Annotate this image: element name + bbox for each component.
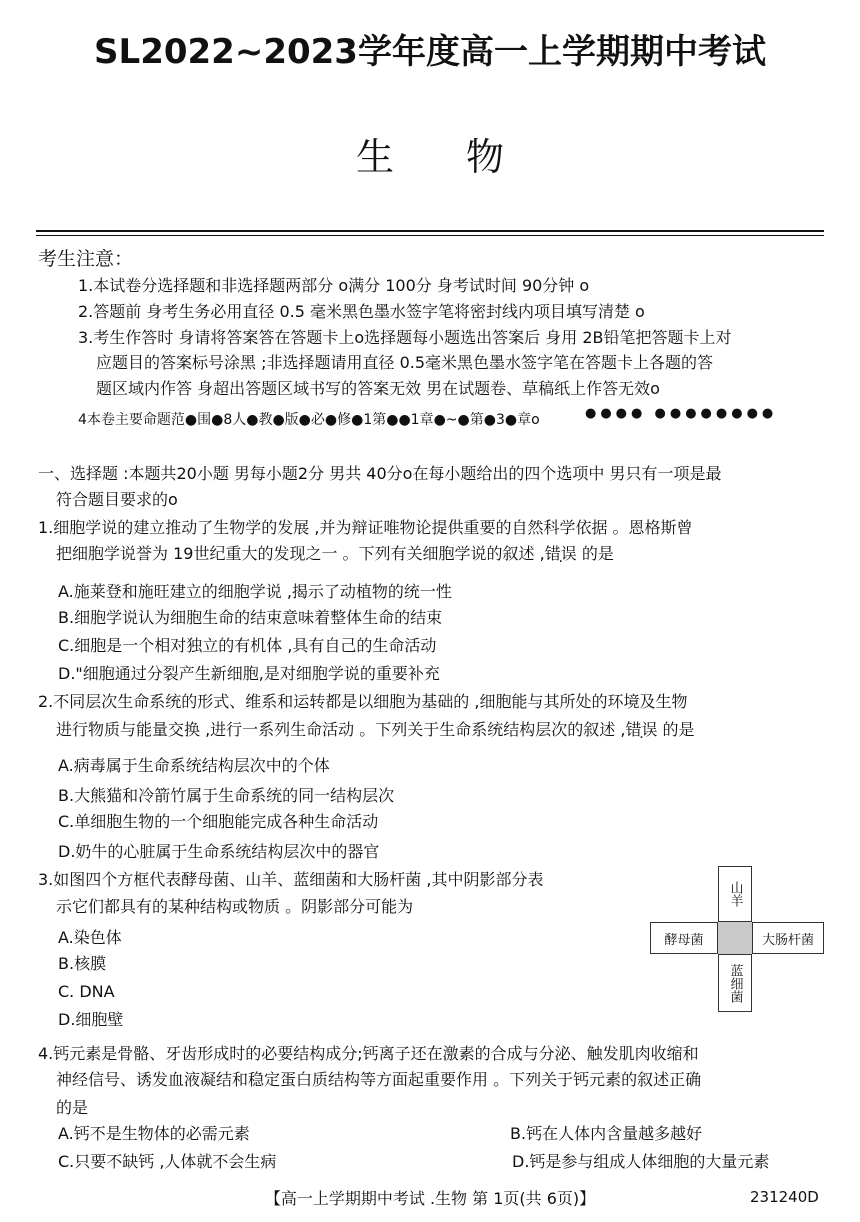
q4-stem-line1: 4.钙元素是骨骼、牙齿形成时的必要结构成分;钙离子还在激素的合成与分泌、触发肌肉收缩和 xyxy=(38,1044,699,1063)
divider-thick xyxy=(36,230,824,232)
divider-thin xyxy=(36,235,824,236)
q3-option-d: D.细胞壁 xyxy=(58,1010,124,1029)
q4-option-b: B.钙在人体内含量越多越好 xyxy=(510,1124,703,1143)
notice-item-4: 4本卷主要命题范●围●8人●教●版●必●修●1第●●1章●~●第●3●章o xyxy=(78,412,540,428)
q4-stem-line2: 神经信号、诱发血液凝结和稳定蛋白质结构等方面起重要作用 。下列关于钙元素的叙述正确 xyxy=(56,1070,702,1089)
notice-item-2: 2.答题前 身考生务必用直径 0.5 毫米黑色墨水签字笔将密封线内项目填写清楚 o xyxy=(78,302,645,321)
q3-option-b: B.核膜 xyxy=(58,954,107,973)
figure-box-bottom xyxy=(718,954,752,1012)
q2-stem-line2 xyxy=(56,720,695,740)
q1-stem-line2 xyxy=(56,544,614,564)
q2-option-b: B.大熊猫和冷箭竹属于生命系统的同一结构层次 xyxy=(58,786,395,805)
q1-stem-text: 把细胞学说誉为 19世纪重大的发现之一 。下列有关细胞学说的叙述 , xyxy=(56,544,545,563)
q4-stem-line3: 的是 xyxy=(56,1098,89,1117)
q1-emphasis: 错误 xyxy=(544,544,577,563)
q2-emphasis: 错误 xyxy=(625,720,658,739)
exam-title: SL2022~2023学年度高一上学期期中考试 xyxy=(94,32,766,72)
page-footer: 【高一上学期期中考试 .生物 第 1页(共 6页)】 xyxy=(264,1189,596,1208)
notice-dots: ●●●● ●●●●●●●● xyxy=(585,406,778,421)
q2-option-c: C.单细胞生物的一个细胞能完成各种生命活动 xyxy=(58,812,379,831)
q2-option-d: D.奶牛的心脏属于生命系统结构层次中的器官 xyxy=(58,842,380,861)
q3-stem-line2: 示它们都具有的某种结构或物质 。阴影部分可能为 xyxy=(56,897,414,916)
q3-option-c: C. DNA xyxy=(58,982,115,1001)
figure-box-top xyxy=(718,866,752,922)
q1-option-d: D."细胞通过分裂产生新细胞,是对细胞学说的重要补充 xyxy=(58,664,440,683)
q1-stem-line1: 1.细胞学说的建立推动了生物学的发展 ,并为辩证唯物论提供重要的自然科学依据 。恩格斯曾 xyxy=(38,518,693,537)
q2-option-a: A.病毒属于生命系统结构层次中的个体 xyxy=(58,756,330,775)
q4-option-a: A.钙不是生物体的必需元素 xyxy=(58,1124,250,1143)
figure-label-bottom: 蓝细菌 xyxy=(727,963,743,1003)
q1-option-b: B.细胞学说认为细胞生命的结束意味着整体生命的结束 xyxy=(58,608,443,627)
figure-label-left: 酵母菌 xyxy=(664,932,704,948)
q1-option-c: C.细胞是一个相对独立的有机体 ,具有自己的生命活动 xyxy=(58,636,437,655)
q2-stem-line1: 2.不同层次生命系统的形式、维系和运转都是以细胞为基础的 ,细胞能与其所处的环境及生物 xyxy=(38,692,688,711)
section-heading: 一、选择题 :本题共20小题 男每小题2分 男共 40分o在每小题给出的四个选项中 男只有一项是最 xyxy=(38,464,722,483)
q3-cross-figure xyxy=(650,866,824,1012)
q3-option-a: A.染色体 xyxy=(58,928,122,947)
notice-item-3: 3.考生作答时 身请将答案答在答题卡上o选择题每小题选出答案后 身用 2B铅笔把答题卡上对 xyxy=(78,328,732,347)
q3-stem-line1: 3.如图四个方框代表酵母菌、山羊、蓝细菌和大肠杆菌 ,其中阴影部分表 xyxy=(38,870,544,889)
figure-label-right: 大肠杆菌 xyxy=(761,932,814,948)
q1-option-a: A.施莱登和施旺建立的细胞学说 ,揭示了动植物的统一性 xyxy=(58,582,452,601)
figure-label-top: 山羊 xyxy=(727,881,743,907)
q2-stem-text: 进行物质与能量交换 ,进行一系列生命活动 。下列关于生命系统结构层次的叙述 , xyxy=(56,720,626,739)
figure-box-left xyxy=(650,922,718,954)
notice-heading: 考生注意： xyxy=(38,248,134,270)
q1-stem-end: 的是 xyxy=(576,544,614,563)
q4-option-d: D.钙是参与组成人体细胞的大量元素 xyxy=(512,1152,770,1171)
section-heading-cont: 符合题目要求的o xyxy=(56,490,178,509)
notice-item-1: 1.本试卷分选择题和非选择题两部分 o满分 100分 身考试时间 90分钟 o xyxy=(78,276,590,295)
figure-shaded-region xyxy=(718,922,752,954)
exam-code: 231240D xyxy=(750,1188,819,1206)
notice-item-3-cont-2: 题区域内作答 身超出答题区域书写的答案无效 男在试题卷、草稿纸上作答无效o xyxy=(96,379,660,398)
q4-option-c: C.只要不缺钙 ,人体就不会生病 xyxy=(58,1152,277,1171)
notice-item-3-cont-1: 应题目的答案标号涂黑 ;非选择题请用直径 0.5毫米黑色墨水签字笔在答题卡上各题的答 xyxy=(96,353,714,372)
q2-stem-end: 的是 xyxy=(657,720,695,739)
subject-title: 生物 xyxy=(355,135,576,179)
figure-box-right xyxy=(752,922,824,954)
